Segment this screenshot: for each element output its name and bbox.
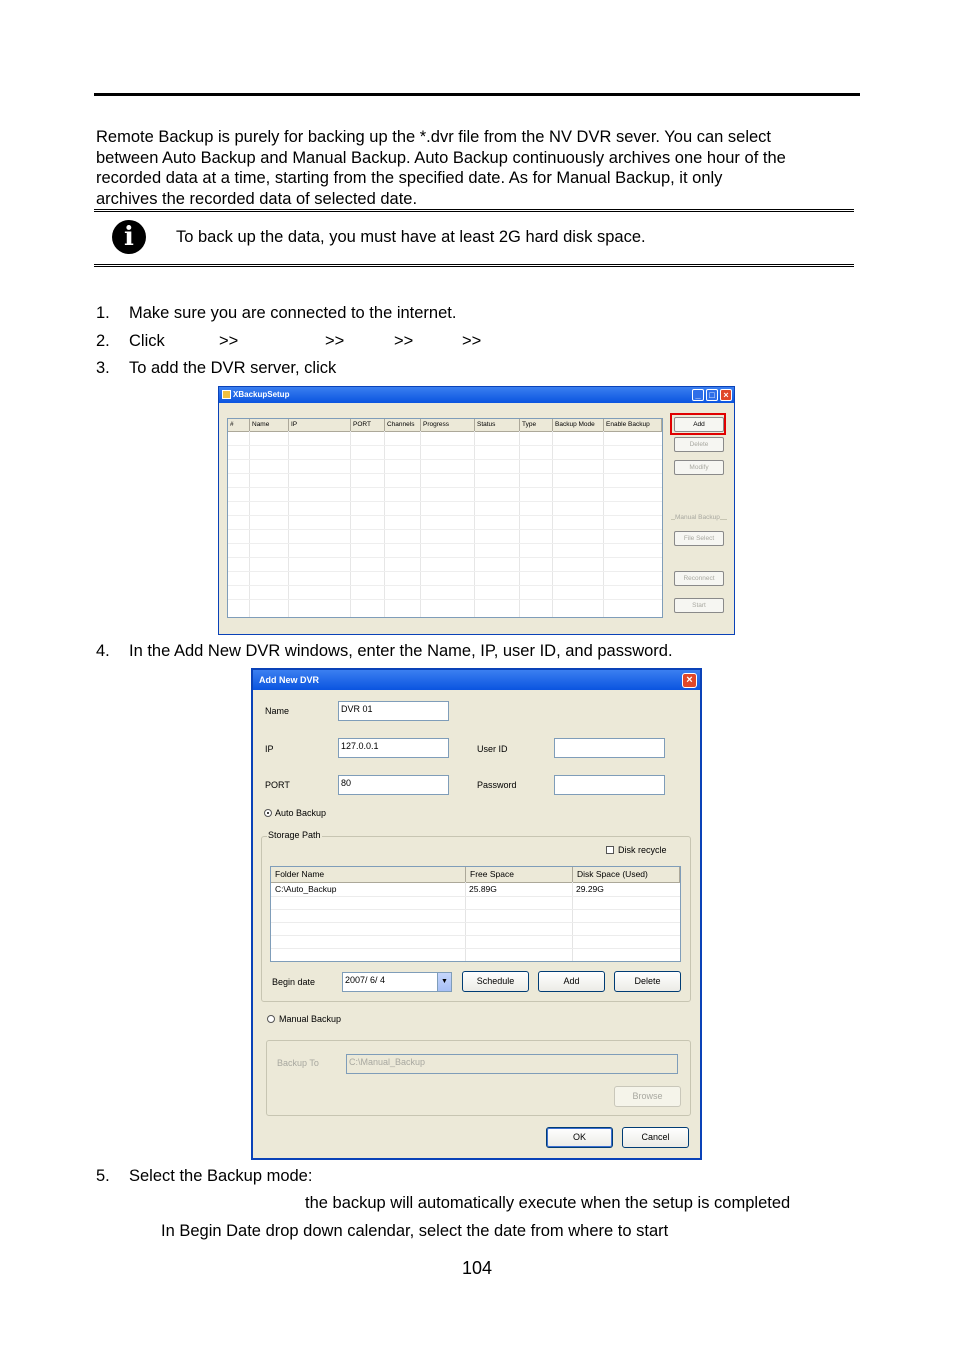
add-dvr-titlebar — [253, 670, 700, 690]
column-header[interactable]: IP — [289, 419, 351, 431]
step-4: 4. In the Add New DVR windows, enter the Name, IP, user ID, and password. — [96, 642, 673, 660]
storage-path-legend: Storage Path — [268, 830, 321, 840]
storage-table-header — [271, 867, 680, 883]
grid-line — [228, 445, 662, 446]
column-header[interactable]: Enable Backup — [604, 419, 662, 431]
grid-line — [228, 557, 662, 558]
grid-line — [271, 909, 680, 910]
page-number: 104 — [461, 1258, 493, 1278]
xbackup-titlebar — [219, 387, 734, 403]
grid-line — [228, 529, 662, 530]
add-new-dvr-window — [251, 668, 702, 1160]
intro-line: recorded data at a time, starting from the specified date. As for Manual Backup, it only — [96, 169, 723, 188]
user-id-input[interactable] — [554, 738, 665, 758]
intro-line: between Auto Backup and Manual Backup. Auto Backup continuously archives one hour of the — [96, 148, 786, 167]
app-icon — [222, 390, 231, 399]
step-2-sep: >> — [394, 332, 414, 350]
port-input[interactable]: 80 — [338, 775, 449, 795]
step-3: 3. To add the DVR server, click — [96, 359, 337, 377]
info-icon: i — [112, 220, 146, 254]
column-header[interactable]: Name — [250, 419, 289, 431]
table-cell[interactable]: 29.29G — [576, 884, 604, 894]
manual-backup-group-label: Manual Backup — [675, 514, 720, 521]
column-header[interactable]: Backup Mode — [553, 419, 604, 431]
column-header[interactable]: Status — [475, 419, 520, 431]
begin-date-label: Begin date — [272, 977, 316, 987]
reconnect-button[interactable]: Reconnect — [674, 571, 724, 586]
table-cell[interactable]: C:\Auto_Backup — [275, 884, 337, 894]
backup-to-label: Backup To — [277, 1058, 319, 1068]
browse-button[interactable]: Browse — [614, 1086, 681, 1107]
intro-line: Remote Backup is purely for backing up the *.dvr file from the NV DVR sever. You can select — [96, 128, 772, 146]
header-rule — [94, 93, 860, 96]
disk-recycle-label[interactable]: Disk recycle — [618, 845, 667, 855]
step-2: 2. Click >> >> >> >> — [96, 332, 482, 350]
close-icon[interactable]: × — [682, 673, 697, 688]
step-2-sep: >> — [462, 332, 482, 350]
backup-to-input[interactable]: C:\Manual_Backup — [346, 1054, 678, 1074]
file-select-button[interactable]: File Select — [674, 531, 724, 546]
column-header[interactable]: PORT — [351, 419, 385, 431]
grid-line — [228, 473, 662, 474]
intro-paragraph — [96, 127, 856, 209]
column-header[interactable]: Disk Space (Used) — [573, 867, 680, 882]
grid-line — [228, 487, 662, 488]
note-text: To back up the data, you must have at least 2G hard disk space. — [176, 228, 646, 246]
xbackup-title: XBackupSetup — [233, 390, 290, 399]
dvr-list-table[interactable] — [227, 418, 663, 618]
grid-line — [271, 896, 680, 897]
minimize-icon[interactable]: _ — [692, 389, 704, 401]
begin-date-value: 2007/ 6/ 4 — [345, 975, 386, 985]
step-2-sep: >> — [219, 332, 239, 350]
chevron-down-icon[interactable]: ▼ — [437, 973, 451, 991]
table-cell[interactable]: 25.89G — [469, 884, 497, 894]
column-header[interactable]: Type — [520, 419, 553, 431]
user-id-label: User ID — [477, 744, 508, 754]
manual-backup-radio[interactable] — [267, 1015, 275, 1023]
dvr-list-header — [228, 419, 662, 432]
column-header[interactable]: Progress — [421, 419, 475, 431]
grid-line — [271, 935, 680, 936]
column-header[interactable]: Free Space — [466, 867, 573, 882]
cancel-button[interactable]: Cancel — [622, 1127, 689, 1148]
close-icon[interactable]: × — [720, 389, 732, 401]
xbackup-setup-window — [218, 386, 735, 635]
step-5: 5. Select the Backup mode: — [96, 1167, 313, 1185]
password-input[interactable] — [554, 775, 665, 795]
auto-backup-radio[interactable] — [264, 809, 272, 817]
modify-button[interactable]: Modify — [674, 460, 724, 475]
ip-label: IP — [265, 744, 274, 754]
grid-line — [228, 501, 662, 502]
highlight-box — [670, 413, 726, 435]
add-button[interactable]: Add — [674, 417, 724, 432]
step-5-begin-date-desc: In Begin Date drop down calendar, select the date from where to start — [161, 1222, 669, 1240]
port-label: PORT — [265, 780, 290, 790]
delete-button[interactable]: Delete — [674, 437, 724, 452]
grid-line — [271, 922, 680, 923]
begin-date-dropdown[interactable] — [342, 972, 452, 992]
ok-button[interactable]: OK — [546, 1127, 613, 1148]
schedule-button[interactable]: Schedule — [462, 971, 529, 992]
maximize-icon[interactable]: □ — [706, 389, 718, 401]
grid-line — [228, 543, 662, 544]
auto-backup-label[interactable]: Auto Backup — [275, 808, 327, 818]
step-1: 1. Make sure you are connected to the internet. — [96, 304, 457, 322]
add-folder-button[interactable]: Add — [538, 971, 605, 992]
manual-backup-label[interactable]: Manual Backup — [279, 1014, 342, 1024]
grid-line — [228, 459, 662, 460]
column-header[interactable]: Folder Name — [271, 867, 466, 882]
column-header[interactable]: # — [228, 419, 250, 431]
password-label: Password — [477, 780, 517, 790]
storage-folder-table[interactable] — [270, 866, 681, 962]
start-button[interactable]: Start — [674, 598, 724, 613]
ip-input[interactable]: 127.0.0.1 — [338, 738, 449, 758]
delete-folder-button[interactable]: Delete — [614, 971, 681, 992]
step-5-auto-backup-desc: the backup will automatically execute when the setup is completed — [305, 1194, 791, 1212]
grid-line — [228, 599, 662, 600]
add-dvr-title: Add New DVR — [259, 675, 320, 685]
intro-line: archives the recorded data of selected date. — [96, 189, 418, 208]
step-2-sep: >> — [325, 332, 345, 350]
name-input[interactable]: DVR 01 — [338, 701, 449, 721]
disk-recycle-checkbox[interactable] — [606, 846, 614, 854]
name-label: Name — [265, 706, 290, 716]
grid-line — [228, 585, 662, 586]
note-box — [94, 209, 854, 267]
grid-line — [228, 515, 662, 516]
grid-line — [271, 948, 680, 949]
grid-line — [228, 571, 662, 572]
column-header[interactable]: Channels — [385, 419, 421, 431]
